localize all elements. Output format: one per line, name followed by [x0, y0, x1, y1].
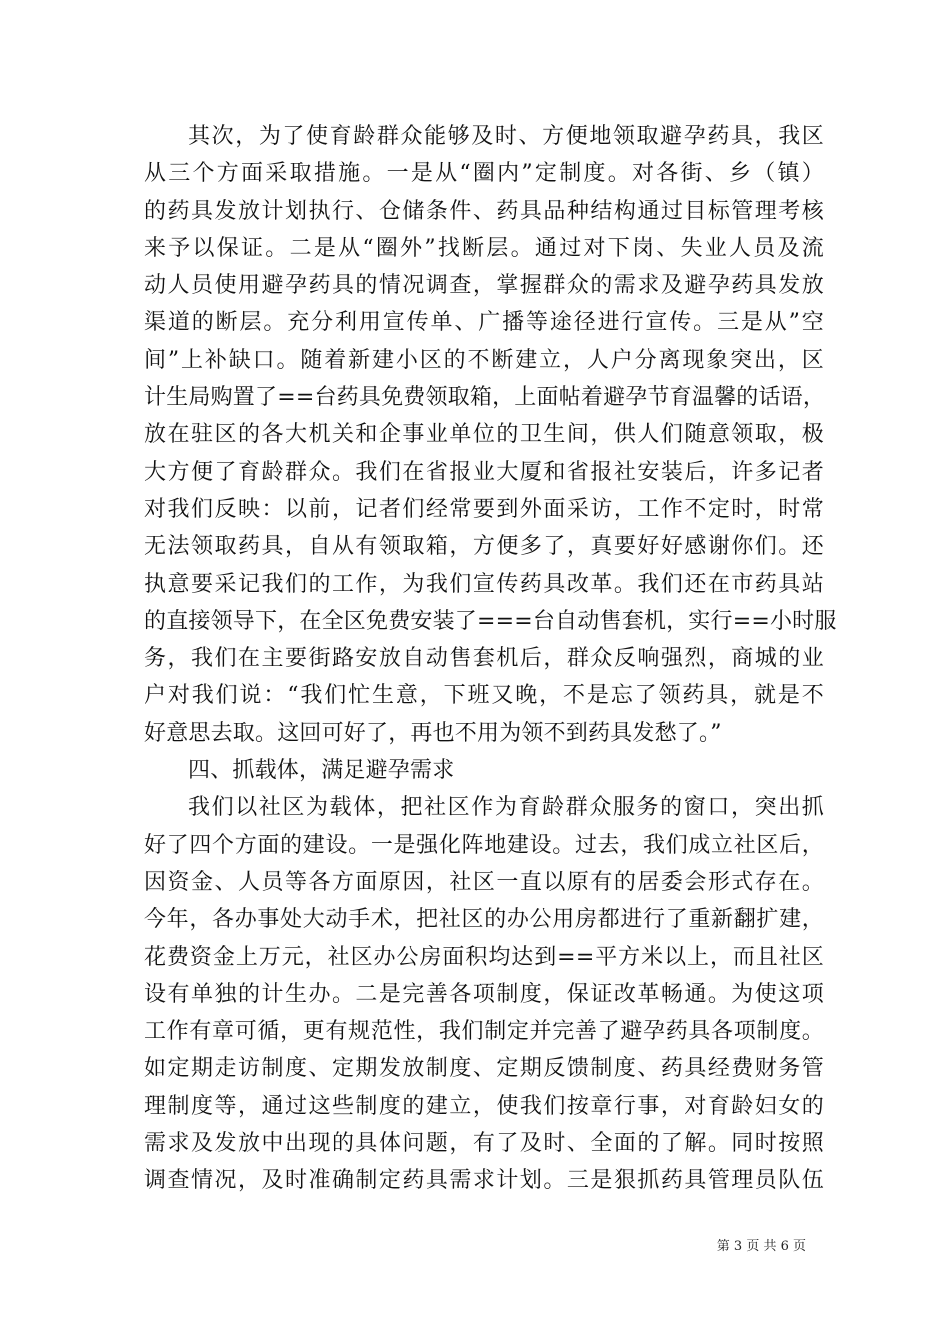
text-line: 放在驻区的各大机关和企事业单位的卫生间，供人们随意领取，极 [144, 422, 824, 448]
text-line: 调查情况，及时准确制定药具需求计划。三是狠抓药具管理员队伍 [144, 1168, 824, 1194]
text-line: 花费资金上万元，社区办公房面积均达到==平方米以上，而且社区 [144, 944, 824, 970]
text-line: 的药具发放计划执行、仓储条件、药具品种结构通过目标管理考核 [144, 198, 824, 224]
text-line: 如定期走访制度、定期发放制度、定期反馈制度、药具经费财务管 [144, 1056, 824, 1082]
text-line: 务，我们在主要街路安放自动售套机后，群众反响强烈，商城的业 [144, 646, 824, 672]
text-line: 户对我们说：“我们忙生意，下班又晚，不是忘了领药具，就是不 [144, 683, 824, 709]
page-number-footer: 第 3 页 共 6 页 [716, 1239, 806, 1254]
text-line: 因资金、人员等各方面原因，社区一直以原有的居委会形式存在。 [144, 869, 824, 895]
text-line: 工作有章可循，更有规范性，我们制定并完善了避孕药具各项制度。 [144, 1019, 824, 1045]
text-line: 从三个方面采取措施。一是从“圈内”定制度。对各街、乡（镇） [144, 161, 824, 187]
text-line: 设有单独的计生办。二是完善各项制度，保证改革畅通。为使这项 [144, 981, 824, 1007]
text-line: 我们以社区为载体，把社区作为育龄群众服务的窗口，突出抓 [188, 795, 824, 821]
text-line: 其次，为了使育龄群众能够及时、方便地领取避孕药具，我区 [188, 124, 824, 149]
text-line: 需求及发放中出现的具体问题，有了及时、全面的了解。同时按照 [144, 1131, 824, 1157]
text-line: 计生局购置了==台药具免费领取箱，上面帖着避孕节育温馨的话语， [144, 385, 826, 411]
text-line: 大方便了育龄群众。我们在省报业大厦和省报社安装后，许多记者 [144, 459, 824, 485]
text-line: 今年，各办事处大动手术，把社区的办公用房都进行了重新翻扩建， [144, 907, 824, 933]
text-line: 的直接领导下，在全区免费安装了===台自动售套机，实行==小时服 [144, 608, 837, 634]
text-line: 理制度等，通过这些制度的建立，使我们按章行事，对育龄妇女的 [144, 1093, 824, 1119]
text-line: 来予以保证。二是从“圈外”找断层。通过对下岗、失业人员及流 [144, 235, 824, 261]
text-line: 四、抓载体，满足避孕需求 [188, 758, 455, 784]
text-line: 渠道的断层。充分利用宣传单、广播等途径进行宣传。三是从”空 [144, 310, 824, 336]
text-line: 对我们反映：以前，记者们经常要到外面采访，工作不定时，时常 [144, 496, 824, 522]
body-text [144, 118, 837, 1200]
text-line: 好了四个方面的建设。一是强化阵地建设。过去，我们成立社区后， [144, 832, 824, 858]
text-line: 好意思去取。这回可好了，再也不用为领不到药具发愁了。” [144, 720, 722, 746]
text-line: 动人员使用避孕药具的情况调查，掌握群众的需求及避孕药具发放 [144, 273, 824, 299]
text-line: 无法领取药具，自从有领取箱，方便多了，真要好好感谢你们。还 [144, 534, 824, 560]
text-line: 间”上补缺口。随着新建小区的不断建立，人户分离现象突出，区 [144, 347, 824, 373]
text-line: 执意要采记我们的工作，为我们宣传药具改革。我们还在市药具站 [144, 571, 824, 597]
